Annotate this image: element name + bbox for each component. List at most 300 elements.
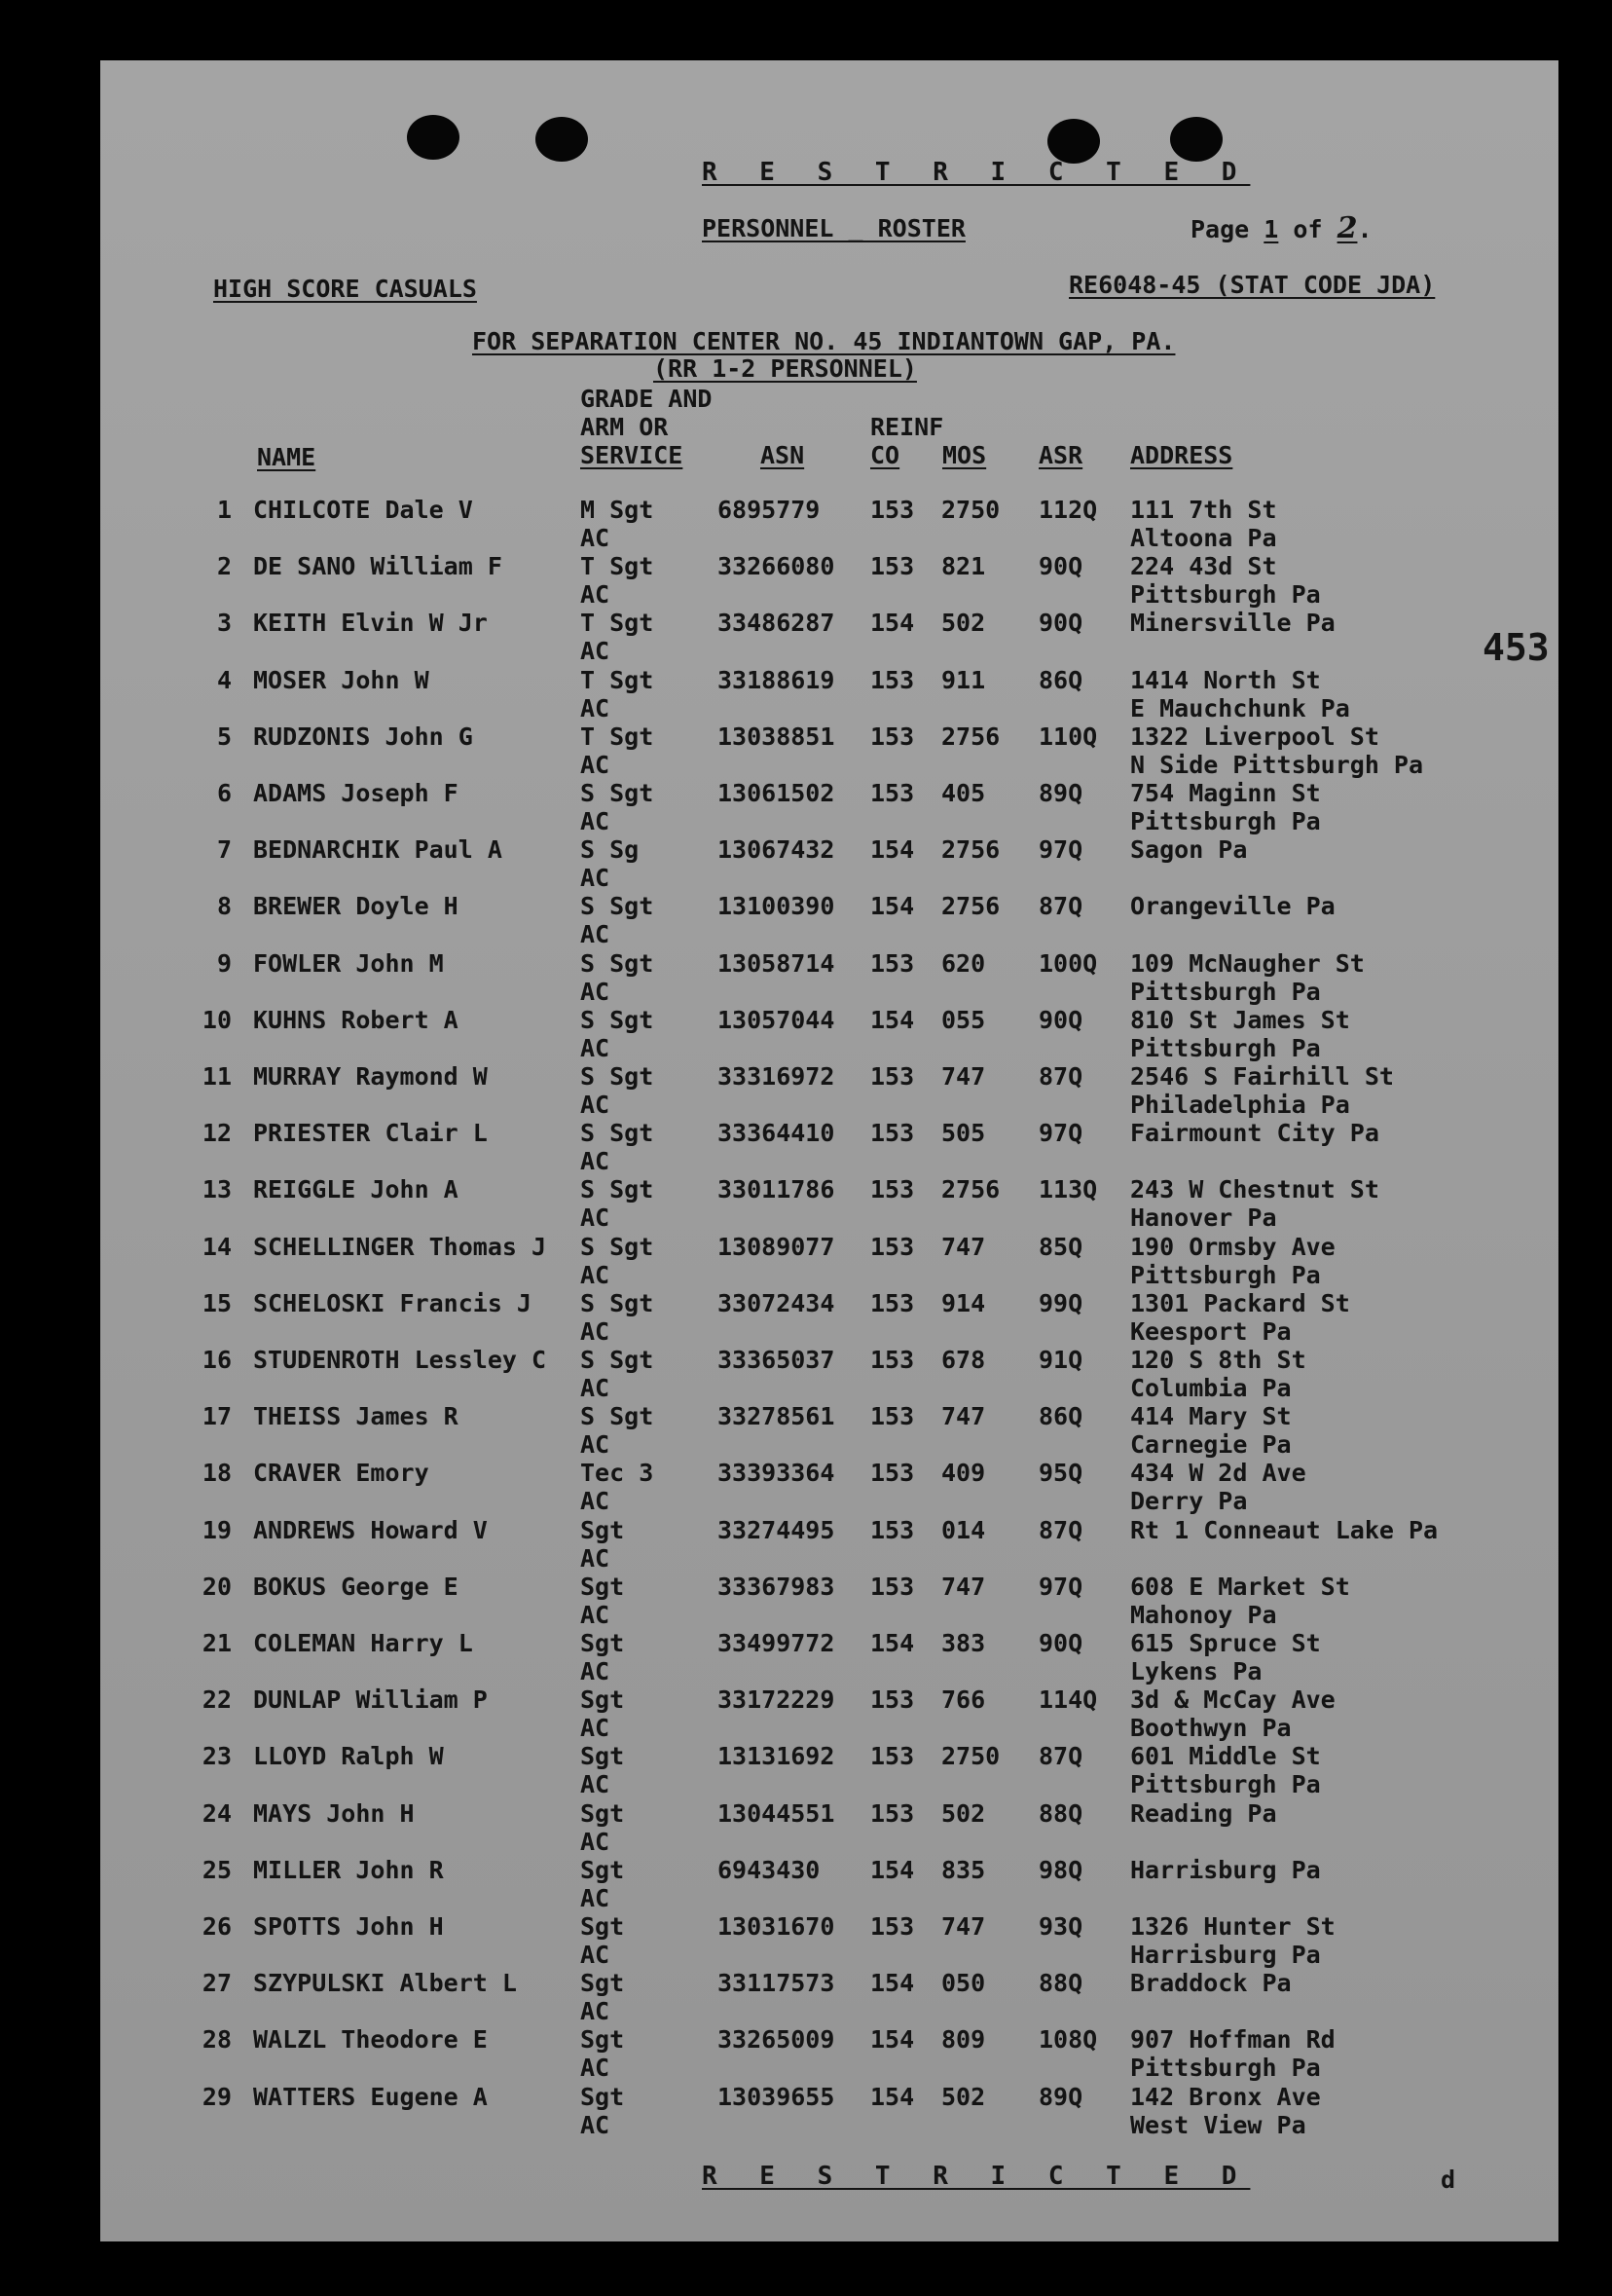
row-mos: 409 — [941, 1459, 986, 1488]
page-indicator: Page 1 of 2. — [1191, 211, 1373, 245]
row-grade: Sgt — [580, 1969, 625, 1998]
row-number: 24 — [202, 1798, 232, 1828]
row-mos: 2756 — [941, 892, 1001, 921]
row-mos: 2756 — [941, 722, 1001, 751]
row-arm: AC — [580, 807, 610, 835]
row-address-line1: 1326 Hunter St — [1130, 1912, 1336, 1941]
binder-hole — [535, 117, 588, 162]
row-asn: 33274495 — [717, 1515, 835, 1544]
row-co: 154 — [870, 1855, 915, 1884]
table-row — [100, 1856, 1558, 1912]
column-co: CO — [870, 441, 900, 469]
row-grade: Sgt — [580, 1572, 625, 1601]
row-address-line1: Rt 1 Conneaut Lake Pa — [1130, 1515, 1439, 1544]
row-asr: 87Q — [1039, 892, 1083, 921]
row-asr: 86Q — [1039, 665, 1083, 694]
table-row — [100, 1402, 1558, 1459]
row-asr: 95Q — [1039, 1459, 1083, 1488]
row-name: MOSER John W — [253, 665, 429, 694]
row-number: 25 — [202, 1855, 232, 1884]
row-address-line2: Columbia Pa — [1130, 1374, 1292, 1402]
row-number: 6 — [216, 779, 232, 807]
row-asr: 112Q — [1039, 496, 1098, 524]
row-number: 15 — [202, 1288, 232, 1317]
row-co: 153 — [870, 1346, 915, 1374]
table-row — [100, 1742, 1558, 1798]
table-row — [100, 1006, 1558, 1062]
order-reference: RE6048-45 (STAT CODE JDA) — [1069, 271, 1436, 299]
row-number: 8 — [216, 892, 232, 921]
row-mos: 620 — [941, 948, 986, 978]
row-asr: 114Q — [1039, 1685, 1098, 1715]
table-row — [100, 1573, 1558, 1629]
row-asr: 97Q — [1039, 1119, 1083, 1148]
row-mos: 2756 — [941, 1175, 1001, 1204]
row-arm: AC — [580, 1883, 610, 1912]
column-name: NAME — [257, 443, 316, 471]
row-name: BREWER Doyle H — [253, 892, 458, 921]
row-arm: AC — [580, 1316, 610, 1346]
table-row — [100, 835, 1558, 892]
row-asn: 33499772 — [717, 1629, 835, 1657]
row-number: 28 — [202, 2025, 232, 2055]
table-row — [100, 609, 1558, 669]
row-name: KUHNS Robert A — [253, 1005, 458, 1034]
row-grade: Sgt — [580, 1515, 625, 1544]
page-label: Page — [1191, 215, 1250, 243]
row-co: 153 — [870, 722, 915, 751]
table-row — [100, 892, 1558, 948]
footer-mark: d — [1441, 2166, 1456, 2194]
row-asn: 6895779 — [717, 496, 821, 524]
row-asr: 110Q — [1039, 722, 1098, 751]
document-title: PERSONNEL _ ROSTER — [702, 214, 966, 242]
row-number: 12 — [202, 1119, 232, 1148]
personnel-type: (RR 1-2 PERSONNEL) — [653, 354, 917, 383]
row-mos: 050 — [941, 1969, 986, 1998]
row-asn: 13039655 — [717, 2082, 835, 2111]
row-name: COLEMAN Harry L — [253, 1629, 473, 1657]
row-grade: S Sgt — [580, 1346, 654, 1374]
row-address-line1: 414 Mary St — [1130, 1402, 1292, 1431]
row-address-line1: 142 Bronx Ave — [1130, 2082, 1321, 2111]
row-co: 153 — [870, 1288, 915, 1317]
row-co: 153 — [870, 779, 915, 807]
row-grade: S Sgt — [580, 1288, 654, 1317]
row-co: 153 — [870, 948, 915, 978]
row-address-line2: Mahonoy Pa — [1130, 1600, 1277, 1629]
row-number: 4 — [216, 665, 232, 694]
row-name: FOWLER John M — [253, 948, 444, 978]
row-name: MILLER John R — [253, 1855, 444, 1884]
row-address-line1: 243 W Chestnut St — [1130, 1175, 1379, 1204]
column-address: ADDRESS — [1130, 441, 1233, 469]
row-co: 153 — [870, 496, 915, 524]
row-address-line1: 810 St James St — [1130, 1005, 1350, 1034]
row-address-line2: Harrisburg Pa — [1130, 1941, 1321, 1969]
row-asn: 13031670 — [717, 1912, 835, 1941]
row-arm: AC — [580, 1147, 610, 1176]
row-mos: 766 — [941, 1685, 986, 1715]
margin-number: 453 — [1483, 626, 1550, 669]
row-grade: T Sgt — [580, 609, 654, 638]
unit-name: HIGH SCORE CASUALS — [213, 275, 477, 303]
row-grade: T Sgt — [580, 722, 654, 751]
row-address-line1: 111 7th St — [1130, 496, 1277, 524]
row-co: 154 — [870, 609, 915, 638]
row-asn: 33486287 — [717, 609, 835, 638]
row-grade: T Sgt — [580, 665, 654, 694]
row-co: 153 — [870, 552, 915, 581]
row-co: 154 — [870, 1005, 915, 1034]
row-number: 3 — [216, 609, 232, 638]
row-grade: Sgt — [580, 2082, 625, 2111]
row-address-line1: 1322 Liverpool St — [1130, 722, 1379, 751]
row-number: 17 — [202, 1402, 232, 1431]
row-arm: AC — [580, 1997, 610, 2026]
row-mos: 747 — [941, 1232, 986, 1261]
column-grade-line1: GRADE AND — [580, 385, 713, 413]
row-name: ADAMS Joseph F — [253, 779, 458, 807]
row-number: 27 — [202, 1969, 232, 1998]
row-arm: AC — [580, 1260, 610, 1289]
row-name: ANDREWS Howard V — [253, 1515, 488, 1544]
row-number: 23 — [202, 1742, 232, 1771]
row-address-line1: 109 McNaugher St — [1130, 948, 1365, 978]
page-number: 1 — [1264, 215, 1279, 243]
row-number: 10 — [202, 1005, 232, 1034]
row-asr: 93Q — [1039, 1912, 1083, 1941]
row-mos: 383 — [941, 1629, 986, 1657]
row-asr: 86Q — [1039, 1402, 1083, 1431]
row-number: 29 — [202, 2082, 232, 2111]
row-address-line2: Carnegie Pa — [1130, 1430, 1292, 1460]
row-asr: 88Q — [1039, 1969, 1083, 1998]
row-asr: 113Q — [1039, 1175, 1098, 1204]
row-asr: 108Q — [1039, 2025, 1098, 2055]
row-arm: AC — [580, 1827, 610, 1856]
row-asn: 13131692 — [717, 1742, 835, 1771]
row-co: 154 — [870, 1969, 915, 1998]
row-co: 153 — [870, 1742, 915, 1771]
row-grade: Tec 3 — [580, 1459, 654, 1488]
row-name: DUNLAP William P — [253, 1685, 488, 1715]
row-address-line2: Pittsburgh Pa — [1130, 807, 1321, 835]
row-asr: 97Q — [1039, 835, 1083, 865]
page-total: 2 — [1337, 211, 1358, 245]
row-mos: 502 — [941, 609, 986, 638]
row-mos: 914 — [941, 1288, 986, 1317]
row-arm: AC — [580, 1600, 610, 1629]
row-address-line1: 601 Middle St — [1130, 1742, 1321, 1771]
table-row — [100, 1459, 1558, 1515]
row-asr: 85Q — [1039, 1232, 1083, 1261]
row-address-line1: Orangeville Pa — [1130, 892, 1336, 921]
column-reinf: REINF — [870, 413, 944, 441]
row-address-line1: 608 E Market St — [1130, 1572, 1350, 1601]
table-row — [100, 1062, 1558, 1119]
row-address-line1: 3d & McCay Ave — [1130, 1685, 1336, 1715]
row-number: 19 — [202, 1515, 232, 1544]
table-row — [100, 2083, 1558, 2139]
row-address-line1: 434 W 2d Ave — [1130, 1459, 1306, 1488]
row-arm: AC — [580, 524, 610, 552]
row-grade: Sgt — [580, 1912, 625, 1941]
row-co: 153 — [870, 1515, 915, 1544]
row-asn: 13061502 — [717, 779, 835, 807]
roster-page — [100, 60, 1558, 2241]
row-address-line1: 1414 North St — [1130, 665, 1321, 694]
row-name: THEISS James R — [253, 1402, 458, 1431]
row-name: BEDNARCHIK Paul A — [253, 835, 502, 865]
row-asn: 33367983 — [717, 1572, 835, 1601]
row-number: 2 — [216, 552, 232, 581]
row-asn: 13067432 — [717, 835, 835, 865]
row-address-line2: Derry Pa — [1130, 1487, 1248, 1516]
row-mos: 014 — [941, 1515, 986, 1544]
row-grade: S Sgt — [580, 1232, 654, 1261]
row-name: SCHELLINGER Thomas J — [253, 1232, 547, 1261]
row-address-line1: Minersville Pa — [1130, 609, 1336, 638]
row-mos: 502 — [941, 1798, 986, 1828]
row-asr: 87Q — [1039, 1515, 1083, 1544]
row-address-line1: Harrisburg Pa — [1130, 1855, 1321, 1884]
row-co: 153 — [870, 1685, 915, 1715]
row-asr: 90Q — [1039, 552, 1083, 581]
binder-hole — [1170, 117, 1223, 162]
table-row — [100, 1233, 1558, 1289]
row-co: 153 — [870, 1062, 915, 1091]
row-address-line2: Pittsburgh Pa — [1130, 580, 1321, 610]
row-address-line1: 1301 Packard St — [1130, 1288, 1350, 1317]
row-grade: S Sgt — [580, 1119, 654, 1148]
row-number: 11 — [202, 1062, 232, 1091]
row-asn: 33364410 — [717, 1119, 835, 1148]
row-grade: S Sgt — [580, 948, 654, 978]
row-asr: 88Q — [1039, 1798, 1083, 1828]
row-co: 153 — [870, 665, 915, 694]
row-address-line2: Pittsburgh Pa — [1130, 1770, 1321, 1799]
row-name: WATTERS Eugene A — [253, 2082, 488, 2111]
column-asr: ASR — [1039, 441, 1083, 469]
row-arm: AC — [580, 1374, 610, 1402]
row-number: 14 — [202, 1232, 232, 1261]
row-asr: 98Q — [1039, 1855, 1083, 1884]
row-grade: Sgt — [580, 1629, 625, 1657]
row-address-line2: Pittsburgh Pa — [1130, 2054, 1321, 2083]
row-grade: M Sgt — [580, 496, 654, 524]
row-mos: 2750 — [941, 1742, 1001, 1771]
row-arm: AC — [580, 2054, 610, 2083]
row-address-line1: Braddock Pa — [1130, 1969, 1292, 1998]
table-row — [100, 722, 1558, 779]
row-asn: 33072434 — [717, 1288, 835, 1317]
row-mos: 2756 — [941, 835, 1001, 865]
row-co: 154 — [870, 2025, 915, 2055]
row-mos: 911 — [941, 665, 986, 694]
row-co: 153 — [870, 1175, 915, 1204]
row-name: STUDENROTH Lessley C — [253, 1346, 547, 1374]
row-co: 153 — [870, 1402, 915, 1431]
row-grade: S Sgt — [580, 892, 654, 921]
row-arm: AC — [580, 637, 610, 666]
row-name: KEITH Elvin W Jr — [253, 609, 488, 638]
table-row — [100, 1685, 1558, 1742]
row-grade: S Sgt — [580, 1175, 654, 1204]
row-mos: 809 — [941, 2025, 986, 2055]
row-grade: S Sgt — [580, 779, 654, 807]
row-co: 154 — [870, 1629, 915, 1657]
classification-header: R E S T R I C T E D — [702, 158, 1251, 187]
row-asn: 33172229 — [717, 1685, 835, 1715]
row-name: SPOTTS John H — [253, 1912, 444, 1941]
row-asn: 33365037 — [717, 1346, 835, 1374]
row-grade: S Sgt — [580, 1005, 654, 1034]
row-asr: 89Q — [1039, 779, 1083, 807]
row-arm: AC — [580, 1543, 610, 1573]
table-row — [100, 1629, 1558, 1685]
row-mos: 747 — [941, 1912, 986, 1941]
row-asn: 13057044 — [717, 1005, 835, 1034]
row-arm: AC — [580, 693, 610, 722]
row-arm: AC — [580, 1770, 610, 1799]
row-asn: 13100390 — [717, 892, 835, 921]
row-grade: T Sgt — [580, 552, 654, 581]
row-asn: 33266080 — [717, 552, 835, 581]
table-row — [100, 1175, 1558, 1232]
row-address-line1: 615 Spruce St — [1130, 1629, 1321, 1657]
row-number: 16 — [202, 1346, 232, 1374]
row-number: 18 — [202, 1459, 232, 1488]
row-name: CRAVER Emory — [253, 1459, 429, 1488]
row-co: 154 — [870, 2082, 915, 2111]
row-address-line1: 754 Maginn St — [1130, 779, 1321, 807]
row-asr: 100Q — [1039, 948, 1098, 978]
row-address-line1: Sagon Pa — [1130, 835, 1248, 865]
row-grade: S Sg — [580, 835, 640, 865]
row-mos: 747 — [941, 1402, 986, 1431]
row-asn: 13058714 — [717, 948, 835, 978]
row-mos: 055 — [941, 1005, 986, 1034]
row-grade: Sgt — [580, 1855, 625, 1884]
row-address-line2: Altoona Pa — [1130, 524, 1277, 552]
row-asn: 33393364 — [717, 1459, 835, 1488]
row-address-line2: Philadelphia Pa — [1130, 1091, 1350, 1119]
row-name: RUDZONIS John G — [253, 722, 473, 751]
row-address-line2: N Side Pittsburgh Pa — [1130, 750, 1424, 779]
row-co: 153 — [870, 1119, 915, 1148]
row-co: 153 — [870, 1572, 915, 1601]
row-number: 1 — [216, 496, 232, 524]
row-arm: AC — [580, 1204, 610, 1233]
row-arm: AC — [580, 2110, 610, 2139]
row-arm: AC — [580, 1091, 610, 1119]
table-row — [100, 779, 1558, 835]
row-address-line2: Pittsburgh Pa — [1130, 1033, 1321, 1062]
row-asr: 90Q — [1039, 609, 1083, 638]
row-arm: AC — [580, 1941, 610, 1969]
row-name: LLOYD Ralph W — [253, 1742, 444, 1771]
row-address-line2: Pittsburgh Pa — [1130, 977, 1321, 1006]
row-name: PRIESTER Clair L — [253, 1119, 488, 1148]
row-asn: 33117573 — [717, 1969, 835, 1998]
row-name: MURRAY Raymond W — [253, 1062, 488, 1091]
table-row — [100, 1346, 1558, 1402]
row-arm: AC — [580, 1033, 610, 1062]
row-asn: 13089077 — [717, 1232, 835, 1261]
row-arm: AC — [580, 977, 610, 1006]
row-name: REIGGLE John A — [253, 1175, 458, 1204]
table-row — [100, 949, 1558, 1006]
row-arm: AC — [580, 750, 610, 779]
row-arm: AC — [580, 920, 610, 949]
column-grade-line2: ARM OR — [580, 413, 669, 441]
binder-hole — [407, 115, 459, 160]
column-asn: ASN — [760, 441, 805, 469]
row-arm: AC — [580, 1714, 610, 1743]
row-asn: 33011786 — [717, 1175, 835, 1204]
table-row — [100, 2025, 1558, 2082]
row-asn: 33278561 — [717, 1402, 835, 1431]
row-number: 13 — [202, 1175, 232, 1204]
row-asr: 87Q — [1039, 1062, 1083, 1091]
row-asn: 13044551 — [717, 1798, 835, 1828]
row-asr: 97Q — [1039, 1572, 1083, 1601]
row-address-line2: Pittsburgh Pa — [1130, 1260, 1321, 1289]
row-arm: AC — [580, 864, 610, 893]
row-address-line2: Lykens Pa — [1130, 1657, 1263, 1685]
row-asn: 13038851 — [717, 722, 835, 751]
row-asn: 33188619 — [717, 665, 835, 694]
row-co: 153 — [870, 1459, 915, 1488]
row-asn: 33316972 — [717, 1062, 835, 1091]
row-asr: 91Q — [1039, 1346, 1083, 1374]
row-asr: 89Q — [1039, 2082, 1083, 2111]
table-row — [100, 1799, 1558, 1856]
row-name: CHILCOTE Dale V — [253, 496, 473, 524]
table-row — [100, 1912, 1558, 1969]
row-mos: 747 — [941, 1062, 986, 1091]
row-name: SZYPULSKI Albert L — [253, 1969, 517, 1998]
row-name: DE SANO William F — [253, 552, 502, 581]
row-arm: AC — [580, 1487, 610, 1516]
row-mos: 505 — [941, 1119, 986, 1148]
row-arm: AC — [580, 1430, 610, 1460]
row-address-line2: E Mauchchunk Pa — [1130, 693, 1350, 722]
column-mos: MOS — [942, 441, 987, 469]
table-row — [100, 1119, 1558, 1175]
row-address-line2: Boothwyn Pa — [1130, 1714, 1292, 1743]
row-arm: AC — [580, 1657, 610, 1685]
classification-footer: R E S T R I C T E D — [702, 2162, 1251, 2191]
row-address-line2: West View Pa — [1130, 2110, 1306, 2139]
row-asr: 90Q — [1039, 1005, 1083, 1034]
row-address-line1: 190 Ormsby Ave — [1130, 1232, 1336, 1261]
page-of: of — [1293, 215, 1323, 243]
row-address-line1: 2546 S Fairhill St — [1130, 1062, 1394, 1091]
row-mos: 747 — [941, 1572, 986, 1601]
row-grade: Sgt — [580, 2025, 625, 2055]
row-address-line1: Fairmount City Pa — [1130, 1119, 1379, 1148]
table-row — [100, 1969, 1558, 2025]
row-name: WALZL Theodore E — [253, 2025, 488, 2055]
table-row — [100, 1516, 1558, 1573]
row-number: 7 — [216, 835, 232, 865]
row-grade: Sgt — [580, 1742, 625, 1771]
row-grade: Sgt — [580, 1798, 625, 1828]
row-address-line2: Hanover Pa — [1130, 1204, 1277, 1233]
row-co: 153 — [870, 1912, 915, 1941]
